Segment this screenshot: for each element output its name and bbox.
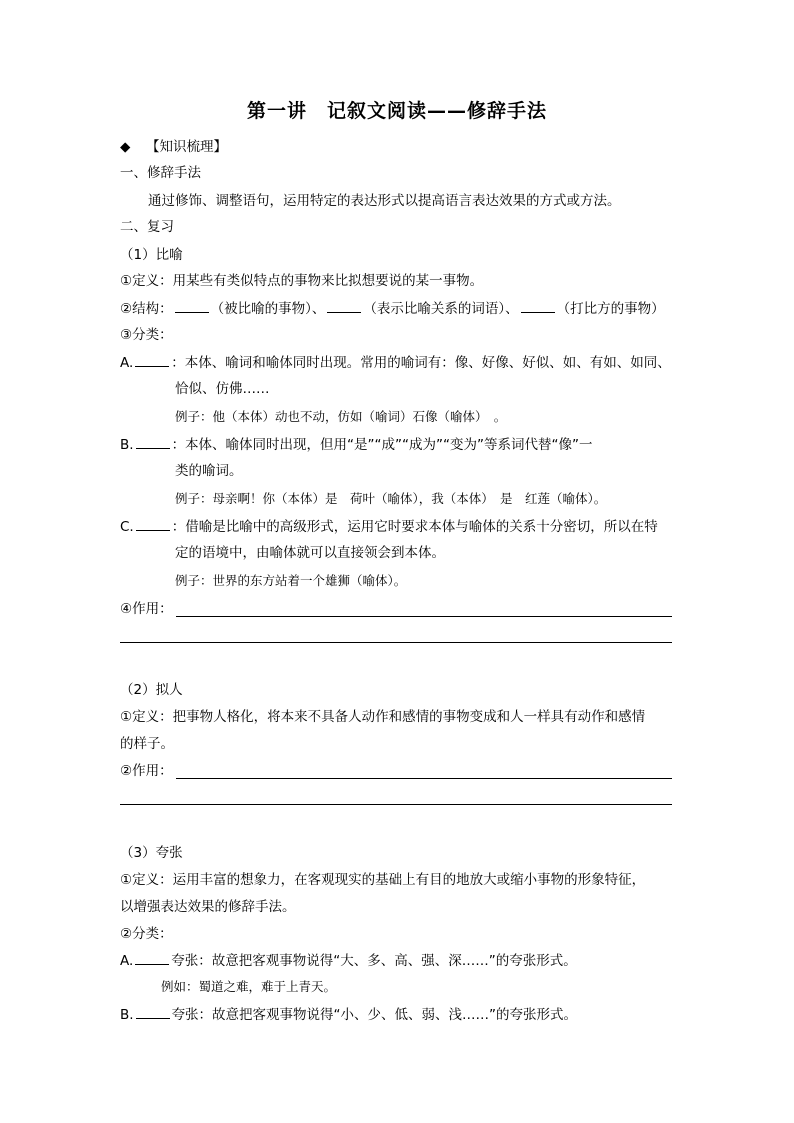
type-b-line1: ：本体、喻体同时出现，但用“是”“成”“成为”“变为”等系词代替“像”一 — [171, 437, 593, 453]
diamond-bullet-icon: ◆ — [120, 139, 131, 155]
hyperbole-definition-cont: 以增强表达效果的修辞手法。 — [120, 899, 296, 915]
fill-blank[interactable] — [521, 300, 555, 313]
metaphor-heading: （1）比喻 — [120, 247, 183, 263]
type-b-example: 例子：母亲啊！你（本体）是 荷叶（喻体），我（本体） 是 红莲（喻体）。 — [175, 491, 607, 506]
answer-line[interactable] — [176, 778, 672, 779]
knowledge-section-header — [120, 137, 227, 157]
type-b-line2: 类的喻词。 — [175, 463, 243, 479]
type-c-line2: 定的语境中，由喻体就可以直接领会到本体。 — [175, 545, 445, 561]
section-label: 【知识梳理】 — [146, 139, 227, 155]
personification-heading: （2）拟人 — [120, 682, 183, 698]
part2-heading: 二、复习 — [120, 219, 174, 235]
answer-line[interactable] — [120, 642, 672, 643]
metaphor-structure — [120, 299, 665, 319]
metaphor-type-a — [120, 353, 671, 373]
structure-label: ②结构： — [120, 301, 173, 317]
metaphor-effect-label: ④作用： — [120, 601, 173, 617]
fill-blank[interactable] — [175, 300, 209, 313]
type-a-line1: ：本体、喻词和喻体同时出现。常用的喻词有：像、好像、好似、如、有如、如同、 — [171, 355, 671, 371]
fill-blank[interactable] — [136, 518, 170, 531]
part1-body: 通过修饰、调整语句，运用特定的表达形式以提高语言表达效果的方式或方法。 — [148, 193, 621, 209]
type-a-line2: 恰似、仿佛…… — [175, 381, 270, 397]
hyperbole-definition: ①定义：运用丰富的想象力，在客观现实的基础上有目的地放大或缩小事物的形象特征， — [120, 872, 646, 888]
hyperbole-b-text: 夸张：故意把客观事物说得“小、少、低、弱、浅……”的夸张形式。 — [171, 1007, 578, 1023]
structure-part1: （被比喻的事物）、 — [210, 301, 326, 317]
metaphor-definition: ①定义：用某些有类似特点的事物来比拟想要说的某一事物。 — [120, 273, 484, 289]
fill-blank[interactable] — [135, 354, 169, 367]
type-a-example: 例子：他（本体）动也不动，仿如（喻词）石像（喻体） 。 — [175, 409, 507, 424]
fill-blank[interactable] — [136, 1006, 170, 1019]
answer-line[interactable] — [120, 804, 672, 805]
page-title: 第一讲 记叙文阅读——修辞手法 — [246, 100, 547, 122]
hyperbole-heading: （3）夸张 — [120, 845, 183, 861]
structure-part3: （打比方的事物） — [556, 301, 665, 317]
type-prefix: A. — [120, 355, 134, 371]
part1-heading: 一、修辞手法 — [120, 165, 201, 181]
type-prefix: B. — [120, 437, 134, 453]
type-prefix: A. — [120, 953, 134, 969]
personification-effect-label: ②作用： — [120, 763, 173, 779]
structure-part2: （表示比喻关系的词语）、 — [363, 301, 519, 317]
type-prefix: B. — [120, 1007, 134, 1023]
personification-definition: ①定义：把事物人格化，将本来不具备人动作和感情的事物变成和人一样具有动作和感情 — [120, 709, 646, 725]
fill-blank[interactable] — [136, 436, 170, 449]
fill-blank[interactable] — [327, 300, 361, 313]
hyperbole-type-b — [120, 1005, 577, 1025]
answer-line[interactable] — [176, 616, 672, 617]
hyperbole-type-a — [120, 951, 577, 971]
type-prefix: C. — [120, 519, 134, 535]
type-c-line1: ：借喻是比喻中的高级形式，运用它时要求本体与喻体的关系十分密切，所以在特 — [171, 519, 658, 535]
type-c-example: 例子：世界的东方站着一个雄狮（喻体）。 — [175, 573, 407, 588]
hyperbole-a-example: 例如：蜀道之难，难于上青天。 — [161, 979, 337, 994]
metaphor-type-c — [120, 517, 658, 537]
metaphor-types-label: ③分类： — [120, 327, 173, 343]
hyperbole-a-text: 夸张：故意把客观事物说得“大、多、高、强、深……”的夸张形式。 — [171, 953, 577, 969]
hyperbole-types-label: ②分类： — [120, 926, 173, 942]
metaphor-type-b — [120, 435, 593, 455]
fill-blank[interactable] — [135, 952, 169, 965]
personification-definition-cont: 的样子。 — [120, 736, 174, 752]
